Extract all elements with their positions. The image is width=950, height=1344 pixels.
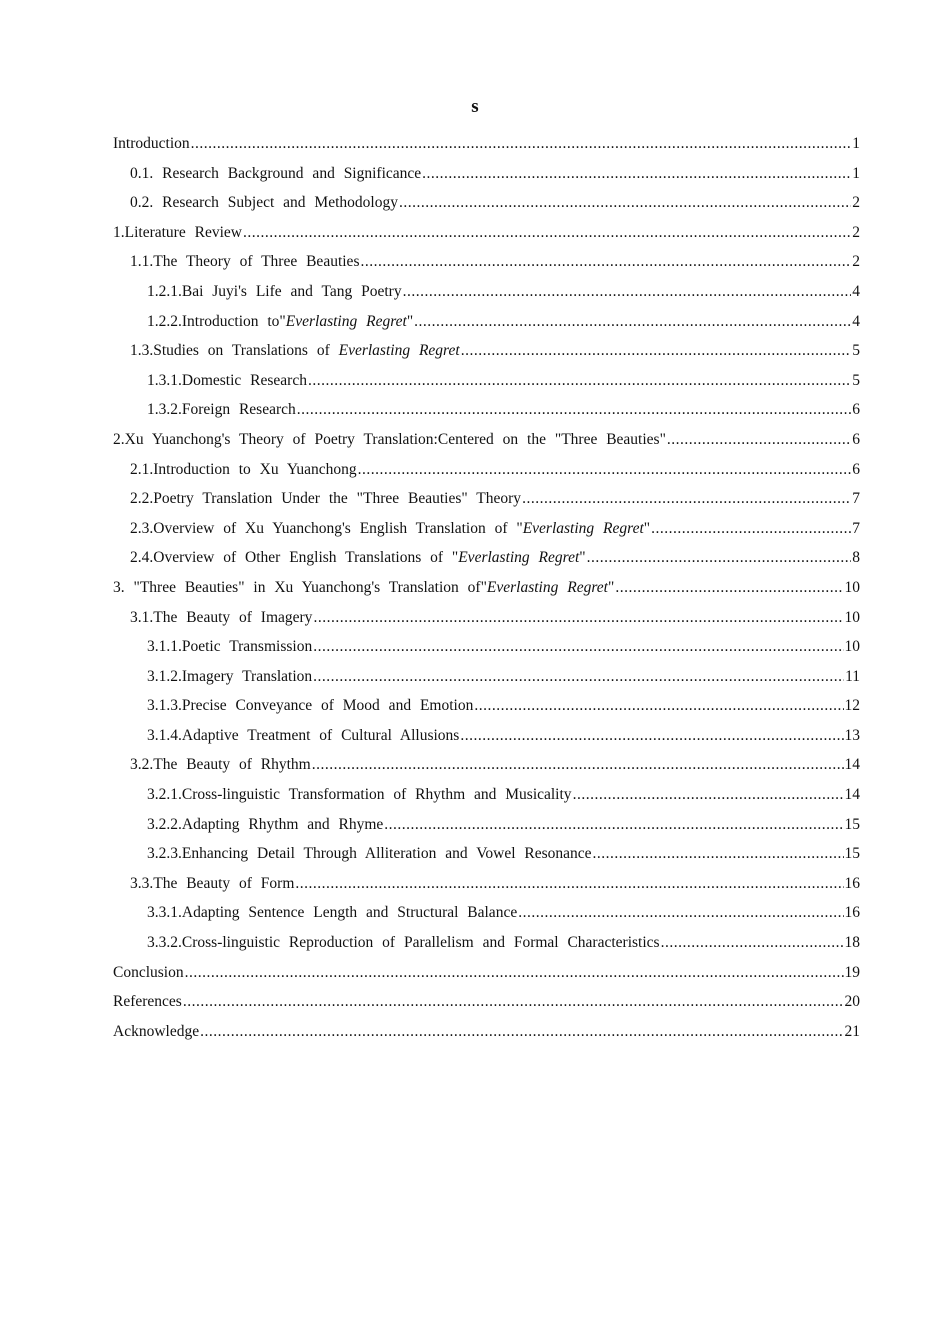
toc-dot-leader [593,843,844,865]
toc-entry-title-part: 2.3.Overview of Xu Yuanchong's English Translation of " [130,519,523,537]
toc-entry[interactable] [113,902,860,932]
toc-entry-title [130,459,357,481]
toc-entry-title [113,429,666,451]
toc-dot-leader [384,814,843,836]
toc-entry-title-part: 2.4.Overview of Other English Translations of " [130,549,459,567]
toc-entry-title [147,814,383,836]
toc-dot-leader [460,725,843,747]
toc-entry[interactable] [113,459,860,489]
toc-page-number: 18 [844,934,860,952]
toc-entry[interactable] [113,281,860,311]
toc-entry-title-part: 1.2.2.Introduction to" [147,312,286,330]
toc-entry-title [130,518,650,540]
toc-entry-title [147,666,312,688]
toc-entry[interactable] [113,784,860,814]
toc-entry[interactable] [113,843,860,873]
toc-page-number: 10 [844,578,860,596]
toc-entry-title [147,399,296,421]
toc-entry[interactable] [113,251,860,281]
toc-page-number: 5 [852,342,860,360]
toc-entry[interactable] [113,311,860,341]
toc-entry-title-part: 3.1.4.Adaptive Treatment of Cultural Allusions [147,726,460,744]
toc-entry-title-part: Conclusion [113,963,184,981]
toc-page-number: 21 [844,1022,860,1040]
toc-entry-title [147,370,307,392]
toc-entry-title-part: 1.3.1.Domestic Research [147,371,307,389]
toc-entry-title [147,843,592,865]
toc-dot-leader [297,399,851,421]
table-of-contents [113,133,860,1050]
toc-entry-title [113,962,184,984]
toc-page-number: 5 [852,371,860,389]
toc-dot-leader [474,695,843,717]
toc-entry[interactable] [113,222,860,252]
toc-dot-leader [358,459,852,481]
toc-entry-title [113,1021,199,1043]
toc-page-number: 4 [852,312,860,330]
toc-entry-title [147,784,572,806]
toc-dot-leader [313,607,843,629]
toc-page-number: 20 [844,993,860,1011]
toc-entry[interactable] [113,666,860,696]
toc-entry-title-part: 2.Xu Yuanchong's Theory of Poetry Translation:Centered on the "Three Beauties" [113,430,666,448]
toc-entry-title-part: Introduction [113,135,190,152]
toc-entry-title-part: " [579,549,586,567]
toc-dot-leader [185,962,844,984]
toc-entry-title [130,547,586,569]
toc-entry-title-part: 3.2.The Beauty of Rhythm [130,756,311,774]
toc-dot-leader [414,311,851,333]
toc-entry[interactable] [113,429,860,459]
toc-page-number: 16 [844,874,860,892]
toc-entry-title-part: 0.2. Research Subject and Methodology [130,194,398,212]
toc-entry[interactable] [113,754,860,784]
toc-entry-title-part: 3.3.The Beauty of Form [130,874,295,892]
toc-entry[interactable] [113,488,860,518]
toc-dot-leader [573,784,844,806]
toc-dot-leader [518,902,843,924]
toc-dot-leader [422,163,851,185]
toc-entry[interactable] [113,1021,860,1051]
toc-entry-title [147,695,473,717]
toc-entry-title-italic-part: Everlasting Regret [458,549,580,567]
toc-dot-leader [295,873,843,895]
toc-dot-leader [200,1021,843,1043]
toc-page-number: 4 [852,282,860,300]
toc-entry-title-part: 3.1.2.Imagery Translation [147,667,313,685]
toc-dot-leader [191,133,852,155]
toc-page-number: 6 [852,430,860,448]
toc-entry[interactable] [113,547,860,577]
toc-entry-title [147,902,517,924]
toc-dot-leader [313,636,843,658]
toc-page-number: 2 [852,253,860,271]
toc-title: s [471,96,479,117]
toc-page-number: 1 [852,164,860,182]
toc-entry-title-part: 2.1.Introduction to Xu Yuanchong [130,460,357,478]
toc-entry-title-part: 0.1. Research Background and Significance [130,164,422,182]
toc-entry-title-part: " [607,578,615,596]
toc-entry-title-part: 3.1.The Beauty of Imagery [130,608,313,626]
toc-dot-leader [403,281,852,303]
toc-entry-title-part: 3.1.3.Precise Conveyance of Mood and Emotion [147,697,474,715]
toc-entry[interactable] [113,607,860,637]
toc-entry[interactable] [113,636,860,666]
toc-entry-title-part: " [406,312,414,330]
toc-entry-title [147,281,402,303]
toc-entry-title [130,488,521,510]
toc-entry-title [130,163,421,185]
toc-page-number: 15 [844,815,860,833]
toc-entry[interactable] [113,932,860,962]
toc-page-number: 12 [844,697,860,715]
toc-entry-title-part: 1.3.2.Foreign Research [147,401,296,419]
toc-entry[interactable] [113,518,860,548]
toc-entry-title-part: 3.1.1.Poetic Transmission [147,638,313,656]
toc-dot-leader [243,222,851,244]
toc-page-number: 16 [844,904,860,922]
toc-entry-title-part: 3.2.3.Enhancing Detail Through Alliteration and Vowel Resonance [147,845,592,863]
toc-entry-title [113,577,614,599]
toc-entry-title-italic-part: Everlasting Regret [338,342,460,360]
toc-entry[interactable] [113,962,860,992]
toc-page-number: 14 [844,786,860,804]
toc-entry-title-part: 3. "Three Beauties" in Xu Yuanchong's Translation of" [113,578,487,596]
toc-entry-title-part: 1.Literature Review [113,223,242,241]
toc-entry[interactable] [113,725,860,755]
toc-dot-leader [615,577,843,599]
toc-entry-title-part: 3.2.1.Cross-linguistic Transformation of Rhythm and Musicality [147,786,572,804]
toc-entry-title-part: 3.2.2.Adapting Rhythm and Rhyme [147,815,384,833]
toc-entry-title [147,932,660,954]
toc-entry-title-part: " [643,519,651,537]
toc-entry-title [130,192,398,214]
toc-entry-title-part: 2.2.Poetry Translation Under the "Three Beauties" Theory [130,490,522,508]
toc-dot-leader [461,340,852,362]
toc-page-number: 2 [852,223,860,241]
toc-page-number: 6 [852,460,860,478]
toc-entry-title [130,873,294,895]
toc-entry-title-part: 1.2.1.Bai Juyi's Life and Tang Poetry [147,282,402,300]
toc-page-number: 10 [844,608,860,626]
toc-dot-leader [308,370,851,392]
toc-entry-title-part: 1.3.Studies on Translations of [130,342,339,360]
toc-dot-leader [651,518,851,540]
toc-entry[interactable] [113,577,860,607]
toc-entry-title-part: 3.3.1.Adapting Sentence Length and Structural Balance [147,904,518,922]
toc-dot-leader [183,991,844,1013]
toc-page-number: 7 [852,519,860,537]
toc-page-number: 11 [845,667,860,685]
toc-entry[interactable] [113,991,860,1021]
toc-entry[interactable] [113,192,860,222]
toc-dot-leader [587,547,852,569]
toc-entry-title [130,754,311,776]
toc-entry-title [130,251,359,273]
toc-dot-leader [360,251,851,273]
toc-entry-title [147,311,413,333]
toc-entry-title-part: Acknowledge [113,1022,200,1040]
toc-entry-title-part: References [113,993,182,1011]
toc-entry[interactable] [113,340,860,370]
toc-entry[interactable] [113,370,860,400]
toc-page-number: 19 [844,963,860,981]
toc-page-number: 1 [852,135,860,152]
toc-entry[interactable] [113,814,860,844]
toc-entry-title-part: 1.1.The Theory of Three Beauties [130,253,360,271]
toc-entry-title [147,636,312,658]
toc-entry-title [113,133,190,155]
toc-entry[interactable] [113,399,860,429]
toc-entry[interactable] [113,695,860,725]
toc-dot-leader [313,666,844,688]
toc-dot-leader [661,932,844,954]
toc-entry[interactable] [113,873,860,903]
toc-dot-leader [312,754,844,776]
toc-dot-leader [667,429,851,451]
toc-page-number: 8 [852,549,860,567]
toc-entry-title [130,340,460,362]
toc-entry-title [147,725,459,747]
toc-dot-leader [522,488,851,510]
toc-page-number: 6 [852,401,860,419]
toc-page-number: 14 [844,756,860,774]
toc-entry[interactable] [113,133,860,163]
toc-entry[interactable] [113,163,860,193]
toc-entry-title-part: 3.3.2.Cross-linguistic Reproduction of Parallelism and Formal Characteristics [147,934,660,952]
toc-entry-title [113,222,242,244]
toc-entry-title-italic-part: Everlasting Regret [486,578,608,596]
toc-entry-title [130,607,312,629]
toc-entry-title-italic-part: Everlasting Regret [522,519,644,537]
toc-dot-leader [399,192,851,214]
toc-page-number: 2 [852,194,860,212]
toc-page-number: 13 [844,726,860,744]
toc-page-number: 10 [844,638,860,656]
toc-page-number: 7 [852,490,860,508]
toc-entry-title [113,991,182,1013]
toc-entry-title-italic-part: Everlasting Regret [285,312,407,330]
toc-page-number: 15 [844,845,860,863]
